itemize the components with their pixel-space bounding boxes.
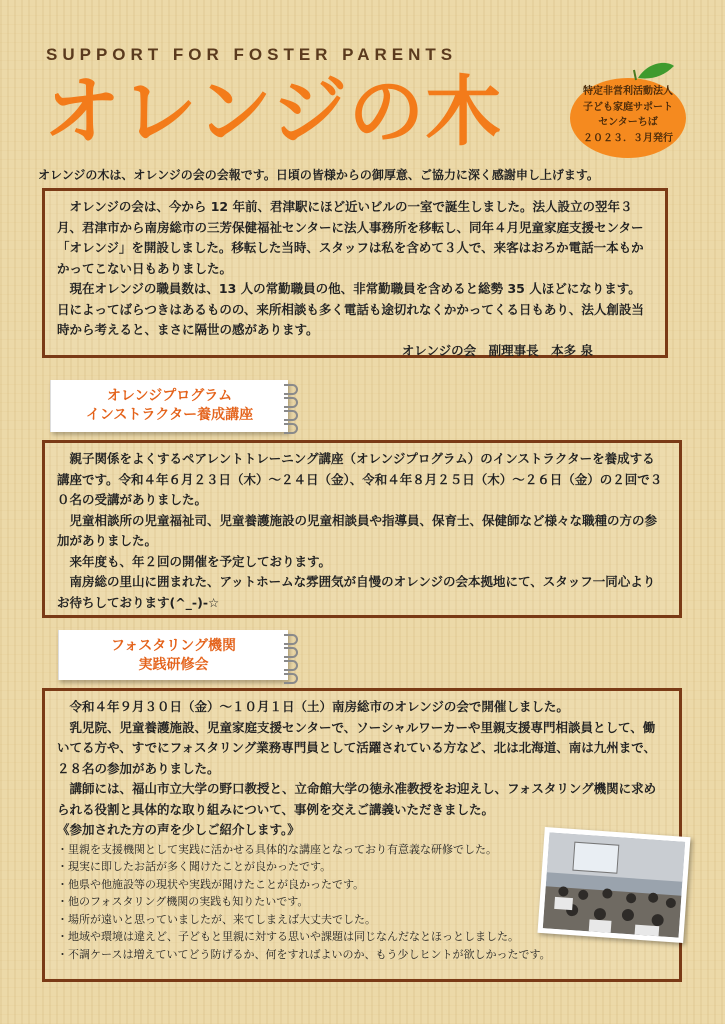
label-line: オレンジプログラム <box>106 388 233 404</box>
voices-heading: 《参加された方の声を少しご紹介します。》 <box>57 822 300 837</box>
section-paragraph: 令和４年９月３０日（金）～１０月１日（土）南房総市のオレンジの会で開催しました。 <box>69 699 569 714</box>
list-item: ・場所が遠いと思っていましたが、来てしまえば大丈夫でした。 <box>57 912 376 926</box>
label-line: フォスタリング機関 <box>110 638 237 654</box>
section-paragraph: 児童相談所の児童福祉司、児童養護施設の児童相談員や指導員、保育士、保健師など様々な職種の方の参加がありました。 <box>57 512 658 548</box>
intro-text: オレンジの木は、オレンジの会の会報です。日頃の皆様からの御厚意、ご協力に深く感謝申し上げます。 <box>38 168 599 182</box>
label-line: インストラクター養成講座 <box>85 407 254 423</box>
greeting-signature: オレンジの会 副理事長 本多 泉 <box>401 342 593 358</box>
list-item: ・地域や環境は違えど、子どもと里親に対する思いや課題は同じなんだなとほっとしました。 <box>57 930 519 943</box>
section-paragraph: 来年度も、年２回の開催を予定しております。 <box>69 553 332 569</box>
greeting-box <box>42 188 668 358</box>
instructor-course-box <box>42 440 682 618</box>
section-paragraph: 親子関係をよくするペアレントトレーニング講座（オレンジプログラム）のインストラクターを養成する講座です。令和４年６月２３日（木）～２４日（金）、令和４年８月２５日（木）～２６日（金）の２回で３０名の受講がありました。 <box>57 451 663 507</box>
binder-rings-icon <box>284 384 300 424</box>
issue-date: ２０２３．３月発行 <box>583 132 673 144</box>
label-line: 実践研修会 <box>138 657 209 673</box>
list-item: ・現実に即したお話が多く聞けたことが良かったです。 <box>57 860 332 873</box>
binder-rings-icon <box>284 634 300 674</box>
list-item: ・他のフォスタリング機関の実践も知りたいです。 <box>57 895 309 908</box>
org-line: 子ども家庭サポート <box>583 101 673 113</box>
seminar-photo <box>537 827 690 943</box>
section-label-fostering-training <box>58 630 288 680</box>
section-paragraph: 乳児院、児童養護施設、児童家庭支援センターで、ソーシャルワーカーや里親支援専門相談員として、働いてる方や、すでにフォスタリング業務専門員として活躍されている方など、北は北海道、南は九州まで、２８名の参加がありました。 <box>57 719 657 776</box>
org-line: センターちば <box>598 117 658 128</box>
publisher-info <box>566 84 690 146</box>
section-paragraph: 講師には、福山市立大学の野口教授と、立命館大学の徳永准教授をお迎えし、フォスタリング機関に求められる役割と具体的な取り組みについて、事例を交えご講義いただきました。 <box>57 781 657 817</box>
support-heading: SUPPORT FOR FOSTER PARENTS <box>46 45 458 64</box>
org-line: 特定非営利活動法人 <box>583 86 673 97</box>
list-item: ・里親を支援機関として実践に活かせる具体的な講座となっており有意義な研修でした。 <box>57 842 497 856</box>
list-item: ・他県や他施設等の現状や実践が聞けたことが良かったです。 <box>57 877 365 891</box>
greeting-paragraph: 現在オレンジの職員数は、13 人の常勤職員の他、非常勤職員を含めると総勢 35 人ほどになります。日によってばらつきはあるものの、来所相談も多く電話も途切れなくかかってくる日もあり、法人創設当時から考えると、まさに隔世の感があります。 <box>57 281 644 337</box>
greeting-paragraph: オレンジの会は、今から 12 年前、君津駅にほど近いビルの一室で誕生しました。法人設立の翌年３月、君津市から南房総市の三芳保健福祉センターに法人事務所を移転し、同年４月児童家庭支援センター「オレンジ」を開設しました。移転した当時、スタッフは私を含めて３人で、来客はおろか電話一本もかかってこない日もありました。 <box>57 199 644 276</box>
list-item: ・不調ケースは増えていてどう防げるか、何をすればよいのか、もう少しヒントが欲しかったです。 <box>57 947 551 961</box>
section-label-instructor-course <box>50 380 288 432</box>
seminar-room-image <box>543 832 685 937</box>
section-paragraph: 南房総の里山に囲まれた、アットホームな雰囲気が自慢のオレンジの会本拠地にて、スタッフ一同心よりお待ちしております(^_-)-☆ <box>57 574 656 610</box>
newsletter-title: オレンジの木 <box>44 67 503 156</box>
